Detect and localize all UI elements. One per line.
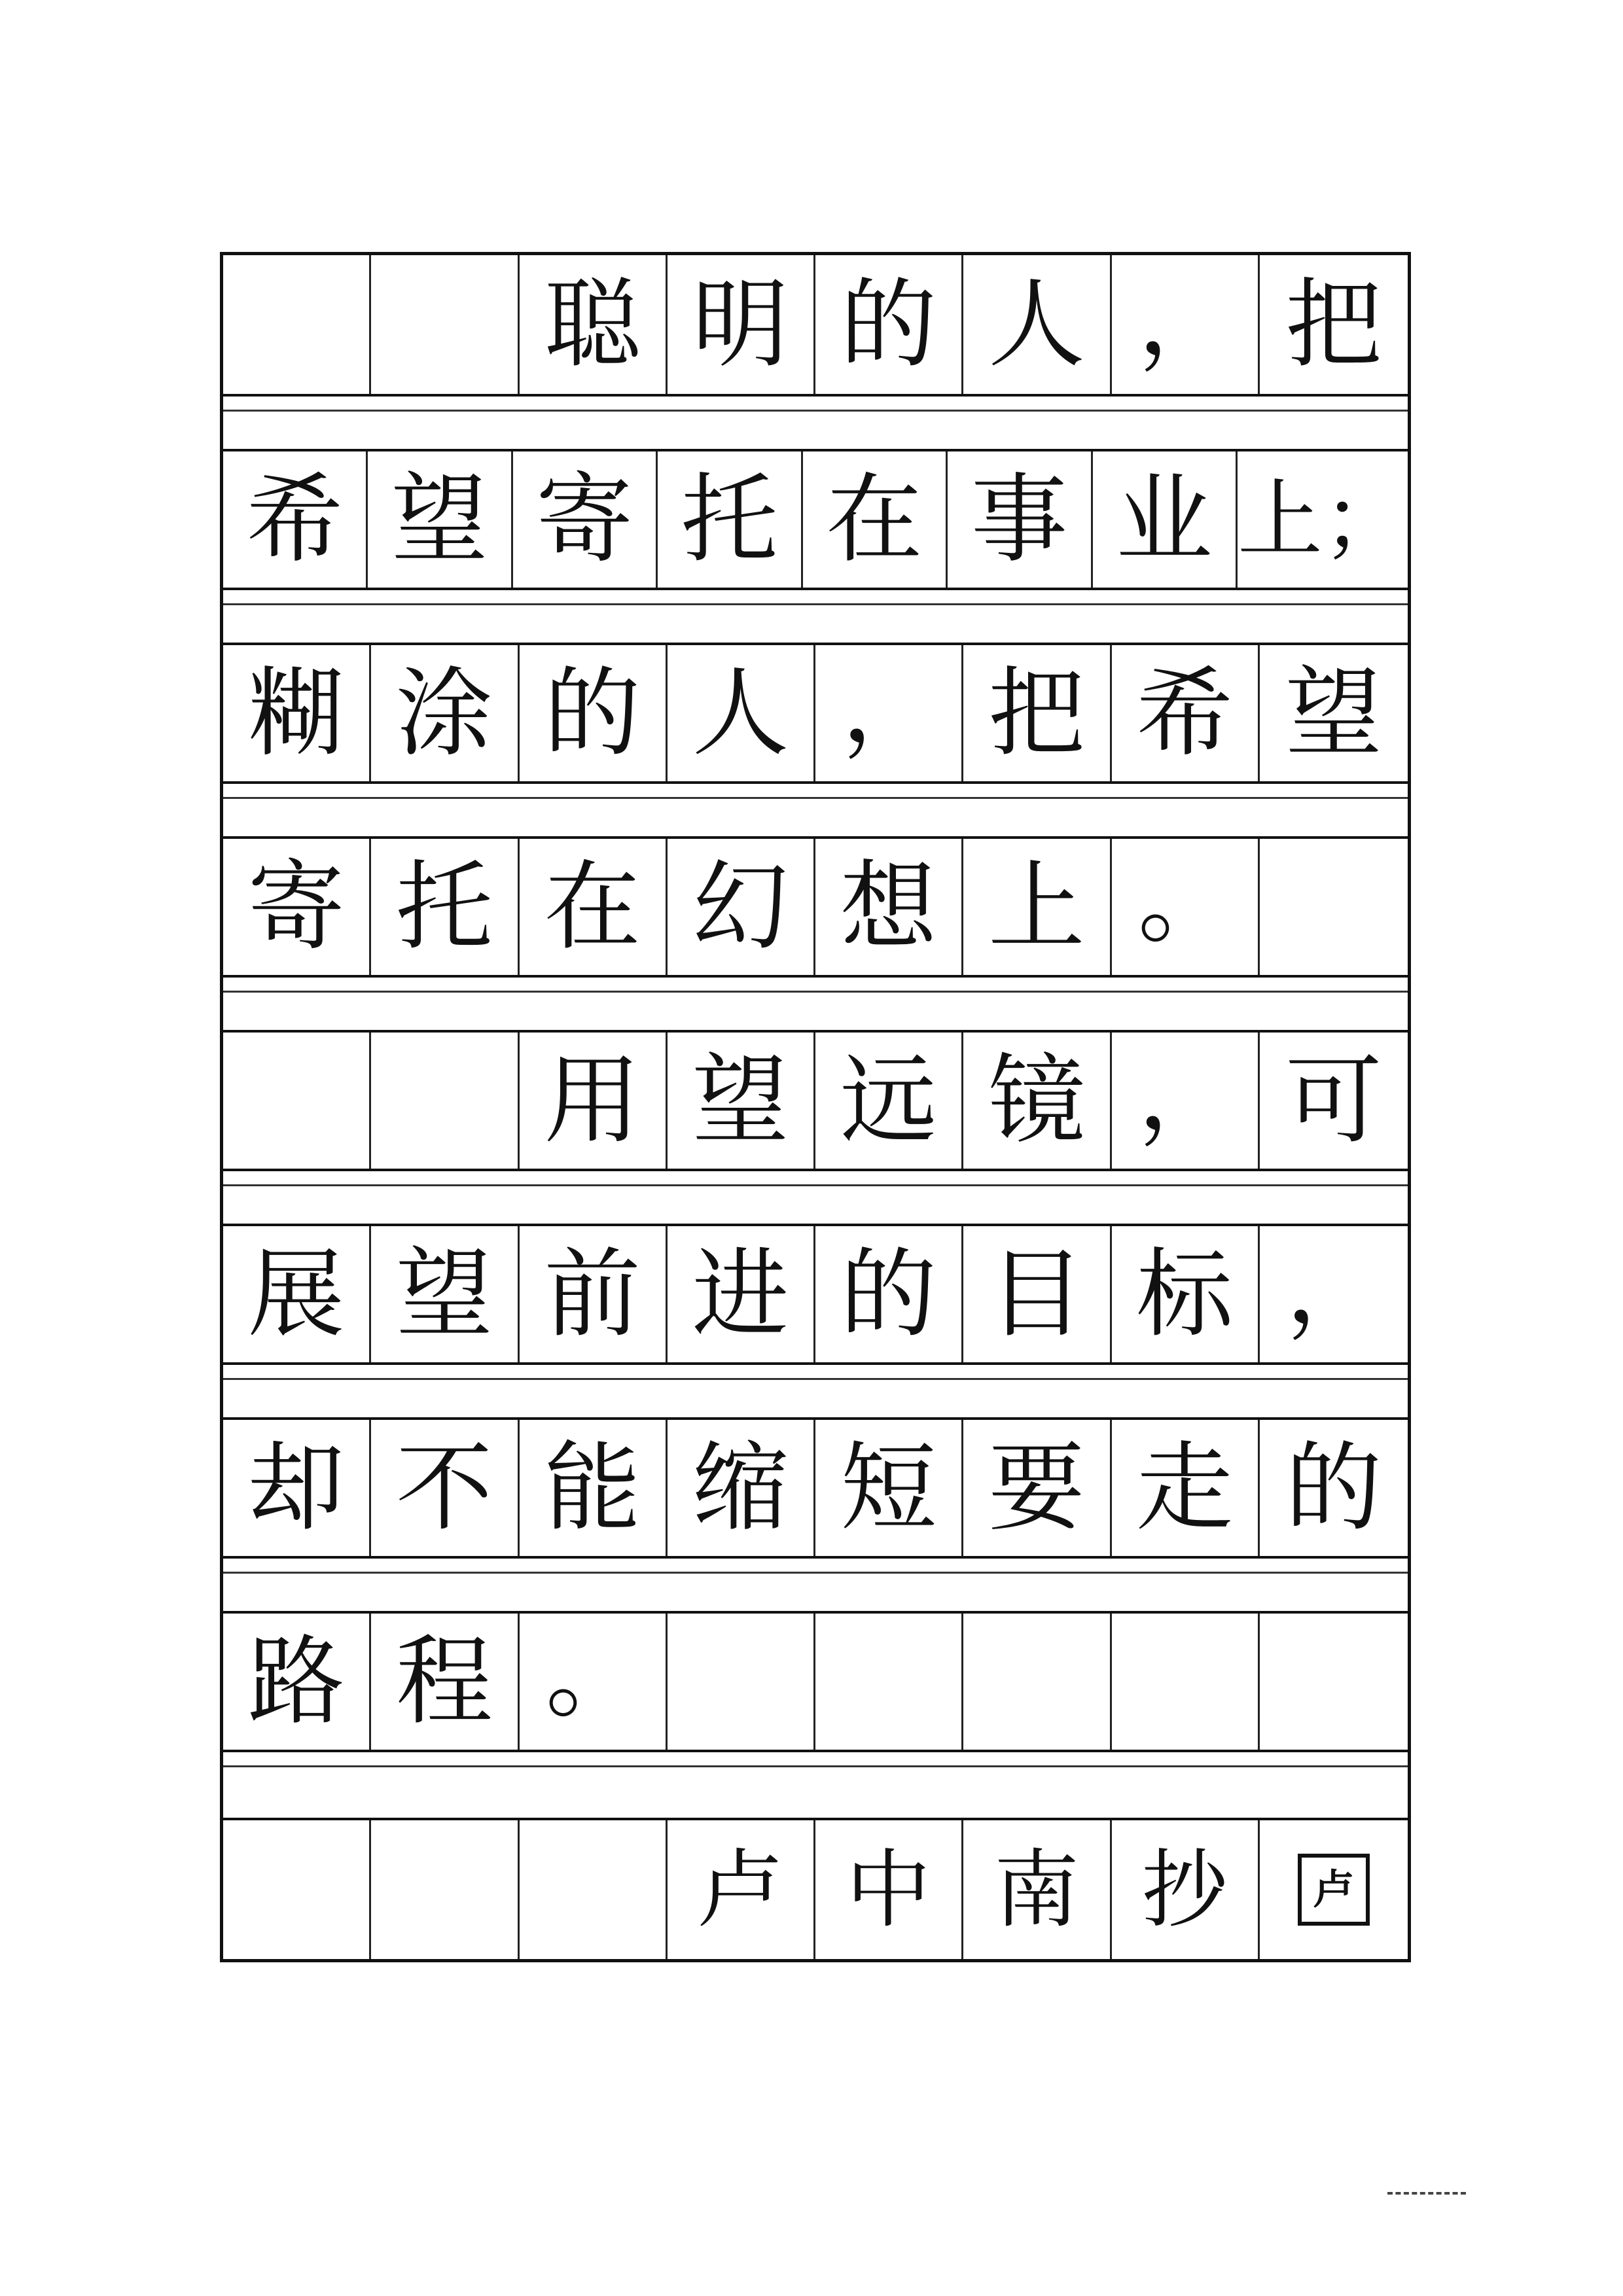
signature-char: 南: [963, 1820, 1111, 1959]
row-separator: [223, 1184, 1408, 1186]
grid-cell: 目: [963, 1226, 1111, 1362]
grid-cell: [1260, 1614, 1408, 1750]
grid-cell: [223, 1820, 371, 1959]
grid-cell: 把: [1285, 268, 1382, 381]
row-separator: [223, 1572, 1408, 1574]
grid-cell: 标: [1112, 1226, 1260, 1362]
author-seal: 卢: [1298, 1854, 1370, 1926]
grid-cell: 不: [371, 1420, 519, 1556]
grid-cell: 明: [668, 255, 815, 394]
grid-cell: 望: [668, 1033, 815, 1169]
grid-row-signature: [223, 1818, 1408, 1959]
grid-cell: [371, 1820, 519, 1959]
grid-cell: 希: [1112, 645, 1260, 781]
row-separator: [223, 603, 1408, 605]
grid-cell: 短: [815, 1420, 963, 1556]
grid-cell: [223, 1033, 371, 1169]
calligraphy-grid-sheet: [220, 252, 1411, 1962]
row-separator: [223, 410, 1408, 412]
grid-cell: 要: [963, 1420, 1111, 1556]
grid-cell: 的: [815, 255, 963, 394]
grid-cell: 业: [1093, 451, 1238, 588]
grid-cell: 远: [815, 1033, 963, 1169]
grid-cell: [223, 255, 371, 394]
grid-cell: 能: [520, 1420, 668, 1556]
grid-cell: 事: [948, 451, 1092, 588]
grid-cell: ，: [1285, 1231, 1383, 1344]
grid-cell: 。: [520, 1614, 668, 1750]
grid-cell: [1112, 1614, 1260, 1750]
grid-cell: [668, 1614, 815, 1750]
grid-cell: ，: [815, 645, 963, 781]
grid-cell: 糊: [223, 645, 371, 781]
grid-cell: 人: [963, 255, 1111, 394]
grid-cell: 望: [371, 1226, 519, 1362]
grid-cell: 望: [368, 451, 512, 588]
grid-cell: 进: [668, 1226, 815, 1362]
grid-cell: [371, 1033, 519, 1169]
signature-char: 卢: [668, 1820, 815, 1959]
grid-cell: 前: [520, 1226, 668, 1362]
seal-cell: [1260, 1820, 1408, 1959]
grid-cell: 在: [520, 839, 668, 975]
grid-row-4: [223, 836, 1408, 978]
grid-cell: [371, 255, 519, 394]
grid-cell: 寄: [223, 839, 371, 975]
grid-cell: 用: [520, 1033, 668, 1169]
grid-cell: 的: [520, 645, 668, 781]
grid-cell: 望: [1285, 657, 1382, 769]
row-separator: [223, 991, 1408, 993]
grid-row-6: [223, 1224, 1408, 1365]
row-separator: [223, 1765, 1408, 1767]
grid-cell: 走: [1112, 1420, 1260, 1556]
corner-mark: [1387, 2192, 1466, 2195]
grid-cell: 上；: [1237, 470, 1408, 569]
grid-row-7: [223, 1417, 1408, 1559]
grid-cell: 却: [223, 1420, 371, 1556]
grid-cell: 托: [371, 839, 519, 975]
signature-char: 抄: [1112, 1820, 1260, 1959]
grid-cell: [1260, 839, 1408, 975]
grid-cell: 可: [1285, 1044, 1382, 1157]
grid-row-3: [223, 643, 1408, 784]
grid-cell: 人: [668, 645, 815, 781]
grid-cell: 聪: [520, 255, 668, 394]
grid-row-1: [223, 255, 1408, 397]
grid-cell: 希: [223, 451, 368, 588]
grid-cell: [815, 1614, 963, 1750]
grid-cell: 的: [815, 1226, 963, 1362]
grid-cell: 展: [223, 1226, 371, 1362]
row-separator: [223, 1378, 1408, 1380]
grid-row-2: [223, 449, 1408, 590]
grid-row-5: [223, 1030, 1408, 1171]
grid-cell: ，: [1112, 255, 1260, 394]
grid-cell: 缩: [668, 1420, 815, 1556]
grid-cell: 托: [658, 451, 802, 588]
grid-cell: ，: [1112, 1033, 1260, 1169]
grid-cell: 路: [223, 1614, 371, 1750]
grid-cell: 程: [371, 1614, 519, 1750]
grid-cell: 的: [1285, 1432, 1382, 1544]
row-separator: [223, 797, 1408, 799]
grid-cell: 把: [963, 645, 1111, 781]
grid-cell: 涂: [371, 645, 519, 781]
grid-row-8: [223, 1611, 1408, 1752]
signature-char: 中: [815, 1820, 963, 1959]
grid-cell: 。: [1112, 839, 1260, 975]
grid-cell: 镜: [963, 1033, 1111, 1169]
grid-cell: [520, 1820, 668, 1959]
grid-cell: 幻: [668, 839, 815, 975]
grid-cell: 想: [815, 839, 963, 975]
grid-cell: 寄: [513, 451, 658, 588]
grid-cell: 在: [803, 451, 948, 588]
grid-cell: [963, 1614, 1111, 1750]
grid-cell: 上: [963, 839, 1111, 975]
